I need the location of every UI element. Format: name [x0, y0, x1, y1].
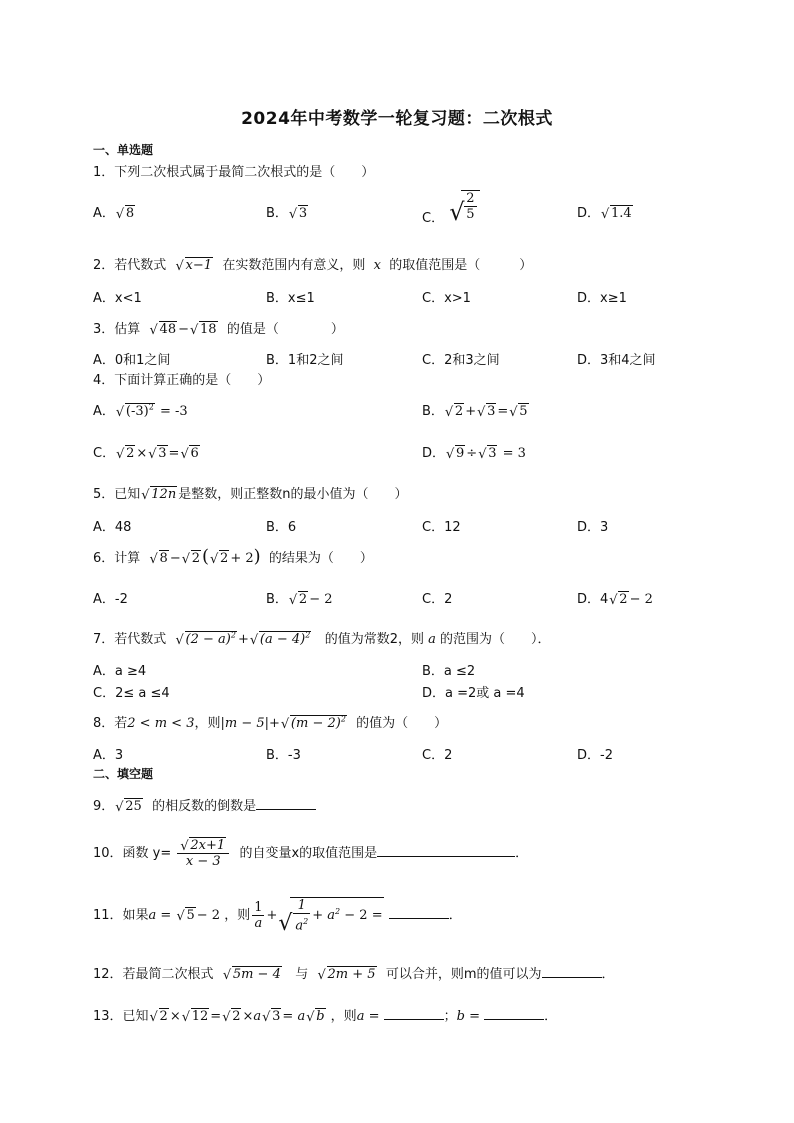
q5-option-c: C．12 [422, 520, 461, 535]
q6-option-c: C．2 [422, 592, 453, 607]
question-12-stem: 12．若最简二次根式 √ 5m − 4 与 √ 2m + 5 可以合并，则m的值可以为 ． [93, 967, 615, 983]
answer-blank-10 [377, 855, 515, 857]
q1-option-d: D． √ 1.4 [577, 206, 632, 222]
q1-option-c: C． √ $\frac{2}{5}$ [422, 190, 481, 222]
question-13-stem: 13．已知 √ 2 × √ 12 = √ 2 ×a √ 3 = a √ b ，则a = ；b = ． [93, 1009, 558, 1025]
q5-option-b: B．6 [266, 520, 297, 535]
q2-option-a: A．x<1 [93, 291, 142, 306]
section-single-choice: 一、单选题 [93, 143, 154, 157]
question-1-stem: 1．下列二次根式属于最简二次根式的是（ ） [93, 165, 375, 180]
q6-option-b: B． √ 2 − 2 [266, 592, 333, 608]
q8-option-b: B．-3 [266, 748, 301, 763]
q1-option-b: B． √ 3 [266, 206, 308, 222]
q8-option-c: C．2 [422, 748, 453, 763]
question-6-stem: 6．计算 √ 8 − √ 2 ( √ 2 + 2) 的结果为（ ） [93, 546, 373, 567]
answer-blank-12 [542, 976, 602, 978]
q4-option-d: D． √ 9 ÷ √ 3 = 3 [422, 446, 526, 462]
question-2-stem: 2．若代数式 √ x−1 在实数范围内有意义，则 x 的取值范围是（ ） [93, 258, 533, 274]
question-5-stem: 5．已知 √ 12n 是整数，则正整数n的最小值为（ ） [93, 487, 408, 503]
question-9-stem: 9． √ 25 的相反数的倒数是 [93, 795, 316, 814]
question-8-stem: 8．若2 < m < 3，则|m − 5|+ √ $(m - 2)^2$ 的值为（ ） [93, 714, 448, 732]
q4-option-c: C． √ 2 × √ 3 = √ 6 [93, 446, 199, 462]
page-title: 2024年中考数学一轮复习题：二次根式 [241, 109, 553, 129]
q3-option-d: D．3和4之间 [577, 353, 656, 368]
question-7-stem: 7．若代数式 √ $(2 - a)^2$ + √ $(a - 4)^2$ 的值为常数2，则 a 的范围为（ ）． [93, 630, 551, 648]
q2-option-c: C．x>1 [422, 291, 471, 306]
answer-blank-13b [484, 1018, 544, 1020]
q8-option-a: A．3 [93, 748, 124, 763]
question-11-stem: 11．如果a = √ 5 − 2 ，则 $\frac{1}{a}$ + √ $\frac{1}{a^2}$ + $a^2 - 2$ = ． [93, 898, 462, 937]
q6-option-d: D．4 √ 2 − 2 [577, 592, 653, 608]
q7-option-c: C．2≤ a ≤4 [93, 686, 170, 701]
q4-option-a: A． √ $(-3)^2 = -3$ [93, 402, 188, 420]
question-3-stem: 3．估算 √ 48 − √ 18 的值是（ ） [93, 322, 344, 338]
q3-option-b: B．1和2之间 [266, 353, 344, 368]
section-fill-blank: 二、填空题 [93, 767, 154, 781]
q7-option-d: D．a =2或 a =4 [422, 686, 525, 701]
question-4-stem: 4．下面计算正确的是（ ） [93, 373, 271, 388]
answer-blank-13a [384, 1018, 444, 1020]
q5-option-a: A．48 [93, 520, 132, 535]
q3-option-c: C．2和3之间 [422, 353, 500, 368]
q2-option-d: D．x≥1 [577, 291, 627, 306]
question-10-stem: 10．函数 y= √ 2x+1 x − 3 的自变量x的取值范围是 ． [93, 838, 529, 869]
q4-option-b: B． √ 2 + √ 3 = √ 5 [422, 404, 528, 420]
q8-option-d: D．-2 [577, 748, 613, 763]
q3-option-a: A．0和1之间 [93, 353, 171, 368]
answer-blank-11 [389, 917, 449, 919]
answer-blank-9 [256, 808, 316, 810]
q1-option-a: A． √ 8 [93, 206, 135, 222]
q2-option-b: B．x≤1 [266, 291, 315, 306]
q5-option-d: D．3 [577, 520, 609, 535]
q6-option-a: A．-2 [93, 592, 128, 607]
q7-option-b: B．a ≤2 [422, 664, 476, 679]
q7-option-a: A．a ≥4 [93, 664, 147, 679]
